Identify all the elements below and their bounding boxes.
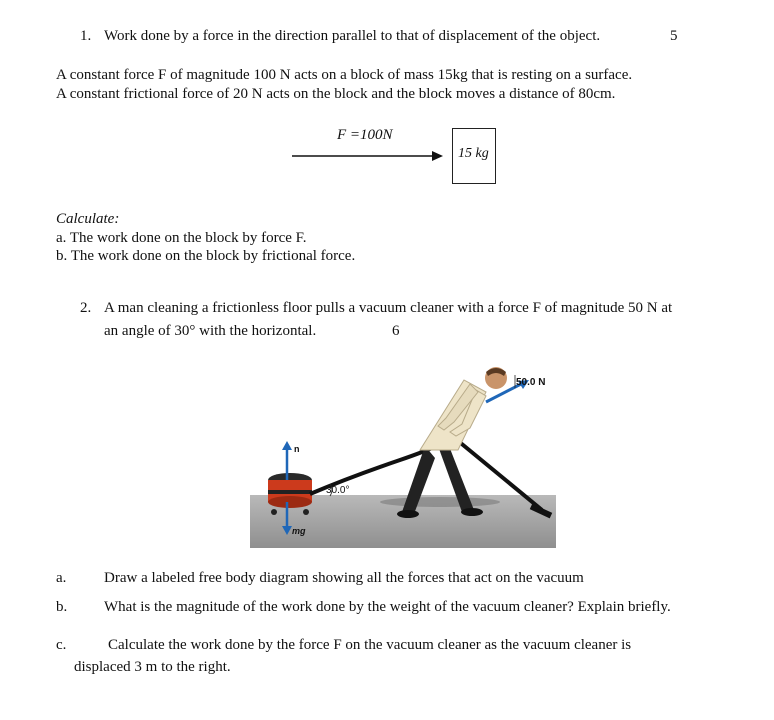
q1-line1: A constant force F of magnitude 100 N acts on a block of mass 15kg that is resting on a surface. [56, 67, 633, 83]
q2-b-text: What is the magnitude of the work done by the weight of the vacuum cleaner? Explain briefly. [104, 599, 671, 615]
applied-force-label: 50.0 N [516, 377, 546, 388]
q2-c-label: c. [56, 637, 67, 653]
mass-label: 15 kg [458, 146, 489, 161]
q2-heading-line2: an angle of 30° with the horizontal. [104, 323, 317, 339]
weight-label: mg [292, 526, 306, 536]
vacuum-figure [250, 362, 556, 548]
q2-c-text-line2: displaced 3 m to the right. [74, 659, 231, 675]
q2-b-label: b. [56, 599, 68, 615]
q1-line2: A constant frictional force of 20 N acts on the block and the block moves a distance of 80cm. [56, 86, 616, 102]
angle-label: 30.0° [326, 485, 350, 496]
q2-number: 2. [80, 300, 92, 316]
q1-heading: Work done by a force in the direction parallel to that of displacement of the object. [104, 28, 601, 44]
q2-a-text: Draw a labeled free body diagram showing all the forces that act on the vacuum [104, 570, 584, 586]
mass-block [452, 128, 496, 184]
q1-part-a: a. The work done on the block by force F. [56, 230, 307, 246]
q2-a-label: a. [56, 570, 67, 586]
normal-force-label: n [294, 444, 300, 454]
q1-number: 1. [80, 28, 92, 44]
q2-c-text-line1: Calculate the work done by the force F on the vacuum cleaner as the vacuum cleaner is [108, 637, 632, 653]
q2-heading-line1: A man cleaning a frictionless floor pulls a vacuum cleaner with a force F of magnitude 50 N at [104, 300, 673, 316]
force-arrow [290, 148, 450, 164]
q2-marks: 6 [392, 323, 400, 339]
calculate-label: Calculate: [56, 211, 120, 227]
q1-part-b: b. The work done on the block by frictional force. [56, 248, 356, 264]
force-label: F =100N [337, 127, 393, 143]
q1-marks: 5 [670, 28, 678, 44]
